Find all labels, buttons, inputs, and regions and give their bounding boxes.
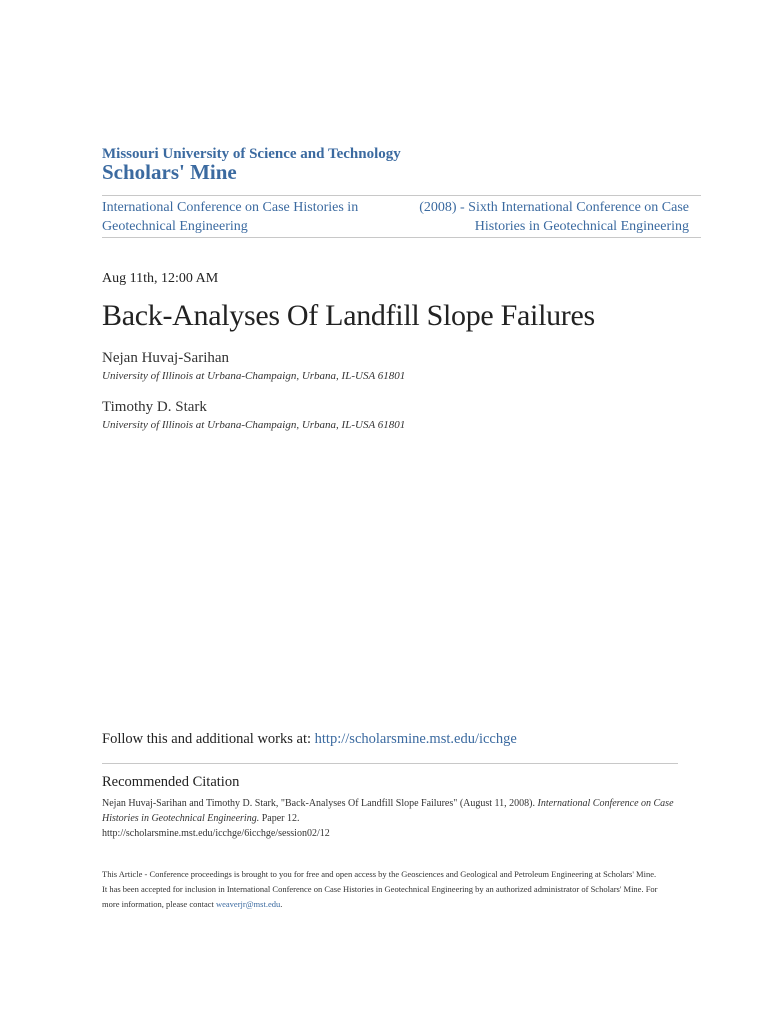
divider bbox=[102, 195, 701, 196]
divider bbox=[102, 763, 678, 764]
author-name: Nejan Huvaj-Sarihan bbox=[102, 350, 230, 366]
footer-text: This Article - Conference proceedings is brought to you for free and open access by the Geosciences and Geological and Petroleum Engineering at Scholars' Mine. It has been accepted for inclusion in International Conference on Case Histories in Geotechnical Engineering by an authorized administrator of Scholars' Mine. For more information, please contact bbox=[102, 869, 658, 909]
repository-name[interactable]: Scholars' Mine bbox=[102, 160, 237, 184]
citation-url[interactable]: http://scholarsmine.mst.edu/icchge/6icchge/session02/12 bbox=[102, 828, 330, 839]
article-title: Back-Analyses Of Landfill Slope Failures bbox=[102, 299, 595, 332]
footer-notice bbox=[102, 867, 662, 912]
footer-end: . bbox=[280, 899, 283, 909]
contact-email-link[interactable]: weaverjr@mst.edu bbox=[216, 899, 281, 909]
breadcrumb-conference-link[interactable]: (2008) - Sixth International Conference on Case Histories in Geotechnical Engineering bbox=[419, 200, 689, 234]
citation-heading: Recommended Citation bbox=[102, 774, 240, 790]
citation-text bbox=[102, 796, 682, 841]
follow-link[interactable]: http://scholarsmine.mst.edu/icchge bbox=[314, 731, 517, 747]
author-affiliation: University of Illinois at Urbana-Champaign, Urbana, IL-USA 61801 bbox=[102, 370, 406, 382]
follow-label: Follow this and additional works at: bbox=[102, 731, 315, 747]
breadcrumb-series-link[interactable]: International Conference on Case Histories in Geotechnical Engineering bbox=[102, 200, 359, 234]
follow-line bbox=[102, 731, 517, 748]
divider bbox=[102, 237, 701, 238]
author-affiliation: University of Illinois at Urbana-Champaign, Urbana, IL-USA 61801 bbox=[102, 419, 406, 431]
citation-italic: International Conference on Case Histories in Geotechnical Engineering. bbox=[102, 798, 674, 824]
citation-plain: Nejan Huvaj-Sarihan and Timothy D. Stark, "Back-Analyses Of Landfill Slope Failures" (August 11, 2008). bbox=[102, 798, 538, 809]
article-date: Aug 11th, 12:00 AM bbox=[102, 271, 219, 286]
institution-name: Missouri University of Science and Technology bbox=[102, 146, 401, 162]
author-name: Timothy D. Stark bbox=[102, 399, 207, 415]
citation-tail: Paper 12. bbox=[259, 813, 300, 824]
